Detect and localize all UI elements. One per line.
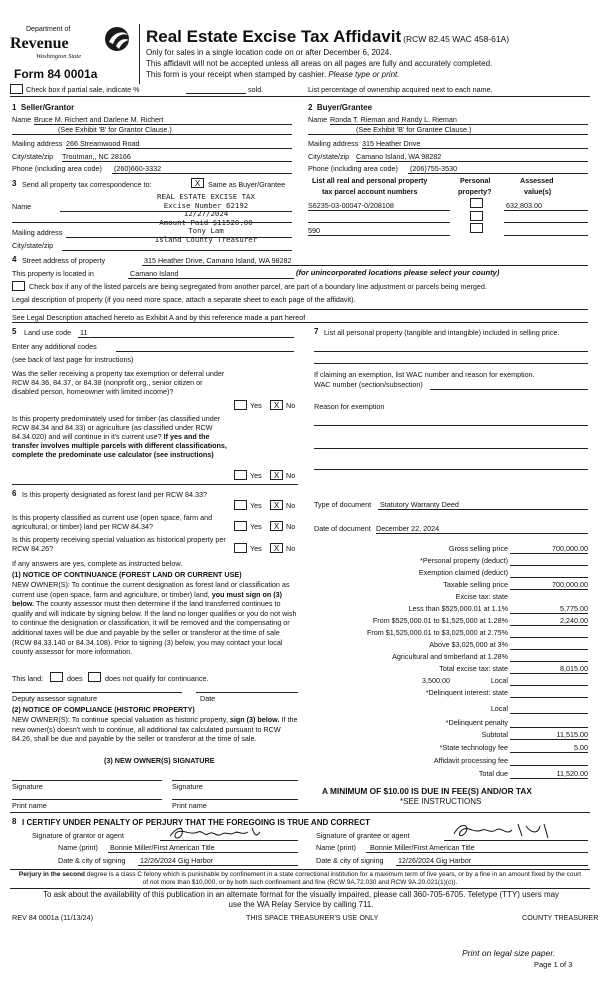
notice2-a: NEW OWNER(S): To continue special valuation as historic property,	[12, 715, 228, 724]
grantee-date-label: Date & city of signing	[316, 856, 384, 865]
stamp-line3: 12/27/2024	[183, 209, 229, 219]
header-line1: Only for sales in a single location code on or after December 6, 2024.	[146, 48, 392, 57]
grantee-date-value[interactable]: 12/26/2024 Gig Harbor	[398, 856, 472, 865]
stamp-line1: REAL ESTATE EXCISE TAX	[157, 192, 255, 201]
tax-row-label: Taxable selling price	[443, 580, 508, 589]
tax-row-line	[510, 697, 588, 698]
sec7-line1	[314, 351, 588, 352]
minimum-fee-note: A MINIMUM OF $10.00 IS DUE IN FEE(S) AND/OR TAX	[322, 786, 532, 796]
sec5-q2-yes-checkbox[interactable]	[234, 470, 247, 480]
segregated-label: Check box if any of the listed parcels are being segregated from another parcel, are part of a boundary line adjustment or parcels being merged.	[29, 282, 487, 291]
header-divider	[139, 24, 140, 84]
buyer-name2-value[interactable]: (See Exhibit 'B' for Grantee Clause.)	[356, 125, 472, 134]
grantee-name-line	[366, 852, 588, 853]
page-number: Page 1 of 3	[534, 960, 573, 969]
sec5-q2-no-checkbox[interactable]: X	[270, 470, 283, 480]
parcel-row1-value-line	[504, 210, 588, 211]
sec5-q2-a: Is this property predominately used for timber (as classified under RCW 84.34 and 84.33) or agriculture (as classified under RCW 84.34.020) and will continue in it's current use?	[12, 414, 221, 441]
grantee-name-label: Name (print)	[316, 843, 356, 852]
additional-codes-label: Enter any additional codes	[12, 342, 97, 351]
buyer-phone-line	[408, 173, 588, 174]
doc-type-label: Type of document	[314, 500, 372, 509]
if-yes-note: If any answers are yes, complete as instructed below.	[12, 559, 183, 568]
grantee-date-line	[396, 865, 588, 866]
partial-sale-label: Check box if partial sale, indicate %	[26, 85, 140, 94]
sec5-q2-yes-label: Yes	[250, 471, 262, 480]
doc-date-line	[376, 533, 588, 534]
parcel-row1-personal-checkbox[interactable]	[470, 198, 483, 208]
legal-value[interactable]: See Legal Description attached hereto as Exhibit A and by this reference made a part hereof	[12, 313, 306, 322]
tax-row-label: From $1,525,000.01 to $3,025,000 at 2.75%	[366, 628, 508, 637]
sec6-num: 6	[12, 489, 17, 498]
parcel-row3-number[interactable]: 590	[308, 226, 320, 235]
located-label: This property is located in	[12, 269, 94, 278]
tax-row-label: Affidavit processing fee	[433, 756, 508, 765]
parcel-row3-line	[308, 235, 450, 236]
sec6-q3-yes-checkbox[interactable]	[234, 543, 247, 553]
stamp-line6: Island County Treasurer	[154, 234, 258, 244]
sec6-q2-no-label: No	[286, 522, 296, 531]
page-title: Real Estate Excise Tax Affidavit	[146, 27, 402, 46]
grantee-sig-label: Signature of grantee or agent	[316, 831, 410, 840]
buyer-name-value[interactable]: Ronda T. Rieman and Randy L. Rieman	[330, 115, 457, 124]
notice1-title: (1) NOTICE OF CONTINUANCE (FOREST LAND OR CURRENT USE)	[12, 570, 242, 579]
notice1-c: The county assessor must then determine if the land transferred continues to qualify and will indicate by signing below. If the land no longer qualifies or you do not wish to continue the designation or classification, it will be removed and the compensating or additional taxes will be due and payable by the seller or transferor at the time of sale (RCW 84.33.140 or 84.34.108). Prior to signing (3) below, you may contact your local county assessor for more information.	[12, 599, 297, 657]
tax-row-line	[510, 765, 588, 766]
seller-title: Seller/Grantor	[20, 103, 75, 112]
buyer-name2-line	[308, 134, 588, 135]
parcel-col1-h1: List all real and personal property	[312, 176, 428, 185]
certify-statement: I CERTIFY UNDER PENALTY OF PERJURY THAT THE FOREGOING IS TRUE AND CORRECT	[22, 818, 371, 827]
seller-name2-value[interactable]: (See Exhibit 'B' for Grantor Clause.)	[58, 125, 172, 134]
owner-sig-line1	[12, 780, 162, 781]
notice1-a: NEW OWNER(S): To continue the current designation as forest land or classification as current use (open space, farm and agriculture, or timber) land,	[12, 580, 290, 599]
sec8-num: 8	[12, 817, 17, 826]
parcel-row3-personal-checkbox[interactable]	[470, 223, 483, 233]
see-back-note: (see back of last page for instructions)	[12, 355, 134, 364]
seller-heading	[12, 103, 74, 113]
form-number: Form 84 0001a	[14, 67, 98, 81]
sec6-q1: Is this property designated as forest land per RCW 84.33?	[22, 490, 207, 499]
sec5-num: 5	[12, 327, 17, 336]
sec7-label: List all personal property (tangible and intangible) included in selling price.	[324, 328, 560, 337]
tax-row-line	[510, 589, 588, 590]
sold-label: sold.	[248, 85, 264, 94]
stamp-line5: Tony Lam	[188, 226, 224, 236]
owner-sig-label1: Signature	[12, 782, 43, 791]
tax-row-value[interactable]: 5,775.00	[560, 604, 588, 613]
parcel-row3-value-line	[504, 235, 588, 236]
sec5-q1-no-label: No	[286, 401, 296, 410]
segregated-checkbox[interactable]	[12, 281, 25, 291]
sec5-q1: Was the seller receiving a property tax exemption or deferral under RCW 84.36, 84.37, or 84.38 (nonprofit org., senior citizen or disabled person, homeowner with limited income)?	[12, 369, 225, 396]
wac-label: WAC number (section/subsection)	[314, 380, 423, 389]
tax-row-line	[510, 778, 588, 779]
tax-row-line	[510, 553, 588, 554]
owner-print-line1	[12, 799, 162, 800]
form-revision: REV 84 0001a (11/13/24)	[12, 913, 93, 922]
owner-print-label1: Print name	[12, 801, 47, 810]
stamp-line2: Excise Number 62192	[163, 200, 249, 210]
seller-city-value[interactable]: Troutman,, NC 28166	[62, 152, 131, 161]
buyer-city-line	[356, 161, 588, 162]
land-use-label: Land use code	[24, 328, 72, 337]
exemption-claim-label: If claiming an exemption, list WAC number and reason for exemption.	[314, 370, 535, 379]
buyer-mailing-label: Mailing address	[308, 139, 359, 148]
tax-row-label: *State technology fee	[439, 743, 508, 752]
sec8-top-rule	[10, 812, 590, 813]
tax-row-line	[510, 661, 588, 662]
parcel-col2-h1: Personal	[460, 176, 491, 185]
seller-city-label: City/state/zip	[12, 152, 54, 161]
notice2-c: If the new owner(s) doesn't wish to continue, all additional tax calculated pursuant to RCW 84.26, shall be due and payable by the seller or transferor at the time of sale.	[12, 715, 298, 744]
dor-logo	[10, 24, 135, 64]
tax-row-label: *Delinquent penalty	[445, 718, 508, 727]
sec6-q2-no-checkbox[interactable]: X	[270, 521, 283, 531]
sec3-num: 3	[12, 179, 17, 188]
sec6-q2-yes-checkbox[interactable]	[234, 521, 247, 531]
print-legal-note: Print on legal size paper.	[462, 948, 556, 958]
grantor-sig-label: Signature of grantor or agent	[32, 831, 124, 840]
street-value[interactable]: 315 Heather Drive, Camano Island, WA 98282	[144, 256, 292, 265]
unincorporated-note: (for unincorporated locations please select your county)	[296, 268, 500, 277]
doc-type-line	[378, 509, 588, 510]
seller-name-label: Name	[12, 115, 32, 124]
does-not-label: does not qualify for continuance.	[105, 674, 209, 683]
seller-name-value[interactable]: Bruce M. Richert and Darlene M. Richert	[34, 115, 164, 124]
deputy-sig-label: Deputy assessor signature	[12, 694, 98, 703]
see-instructions-note: *SEE INSTRUCTIONS	[400, 797, 482, 806]
same-as-buyer-checkbox[interactable]: X	[191, 178, 204, 188]
legal-label: Legal description of property (if you need more space, attach a separate sheet to each page of the affidavit).	[12, 295, 356, 304]
seller-mailing-line	[66, 148, 292, 149]
parcel-row1-value[interactable]: 632,803.00	[506, 201, 542, 210]
sec6-q1-no-checkbox[interactable]: X	[270, 500, 283, 510]
does-not-checkbox[interactable]	[88, 672, 101, 682]
dept-line1: Department of	[26, 26, 71, 33]
parcel-row1-number[interactable]: S6235-03-00047-0/208108	[308, 201, 394, 210]
deputy-date-line	[196, 692, 298, 693]
buyer-mailing-value[interactable]: 315 Heather Drive	[362, 139, 421, 148]
sec6-q2: Is this property classified as current use (open space, farm and agricultural, or timber) land per RCW 84.34?	[12, 513, 213, 531]
located-value[interactable]: Camano Island	[130, 269, 179, 278]
footer-rule	[10, 888, 590, 889]
sec5-q2	[12, 414, 230, 459]
reason-line3	[314, 469, 588, 470]
deputy-date-label: Date	[200, 694, 216, 703]
doc-date-value[interactable]: December 22, 2024	[376, 524, 440, 533]
grantor-date-line	[138, 865, 298, 866]
owner-print-label2: Print name	[172, 801, 207, 810]
tax-row-line	[510, 637, 588, 638]
tax-row-value[interactable]: 700,000.00	[552, 544, 588, 553]
sec7-line2	[314, 363, 588, 364]
tax-row-label: Above $3,025,000 at 3%	[429, 640, 508, 649]
buyer-heading	[308, 103, 372, 113]
reason-line2	[314, 448, 588, 449]
parcel-row2-line	[308, 222, 450, 223]
tax-row-line	[510, 713, 588, 714]
header-line3-a: This form is your receipt when stamped by cashier.	[146, 70, 327, 79]
tax-row-line	[510, 727, 588, 728]
tax-row-label: Total due	[478, 769, 508, 778]
sec5-q1-yes-label: Yes	[250, 401, 262, 410]
grantor-date-label: Date & city of signing	[58, 856, 126, 865]
notice1-b: you must sign on (3) below.	[12, 589, 283, 609]
tax-row-label: *Delinquent interest: state	[425, 688, 508, 697]
parcel-row2-personal-checkbox[interactable]	[470, 211, 483, 221]
page-title-row	[146, 26, 509, 47]
sec3-city-label: City/state/zip	[12, 241, 54, 250]
buyer-city-label: City/state/zip	[308, 152, 350, 161]
sec3-mailing-label: Mailing address	[12, 228, 63, 237]
doc-date-label: Date of document	[314, 524, 371, 533]
header-line2: This affidavit will not be accepted unless all areas on all pages are fully and accurately completed.	[146, 59, 493, 68]
seller-city-line	[62, 161, 292, 162]
does-label: does	[67, 674, 83, 683]
sec4-num: 4	[12, 255, 17, 264]
grantor-name-value[interactable]: Bonnie Miller/First American Title	[110, 843, 215, 852]
buyer-title: Buyer/Grantee	[316, 103, 373, 112]
treasurer-use-label: THIS SPACE TREASURER'S USE ONLY	[246, 913, 379, 922]
this-land-label: This land:	[12, 674, 44, 683]
tax-row-value[interactable]: 11,520.00	[556, 769, 588, 778]
tax-row-line	[510, 565, 588, 566]
tax-row-label: *Personal property (deduct)	[420, 556, 508, 565]
title-citation: (RCW 82.45 WAC 458-61A)	[403, 34, 510, 44]
tax-row-line	[510, 752, 588, 753]
owner-sig-label2: Signature	[172, 782, 203, 791]
sec6-q2-yes-label: Yes	[250, 522, 262, 531]
legal-line	[12, 322, 588, 323]
notice2-b: sign (3) below.	[229, 715, 280, 724]
buyer-city-value[interactable]: Camano Island, WA 98282	[356, 152, 442, 161]
sec3-label: Send all property tax correspondence to:	[22, 180, 152, 189]
notice1-body	[12, 580, 300, 657]
local-pre-value[interactable]: 3,500.00	[422, 676, 450, 685]
tax-row-line	[510, 739, 588, 740]
tax-row-label: Agricultural and timberland at 1.28%	[392, 652, 508, 661]
partial-pct-field[interactable]	[186, 93, 246, 94]
seller-num: 1	[12, 103, 17, 112]
tax-row-line	[510, 673, 588, 674]
tax-row-label: From $525,000.01 to $1,525,000 at 1.28%	[372, 616, 508, 625]
sec5-q1-no-checkbox[interactable]: X	[270, 400, 283, 410]
header-line3	[146, 70, 399, 80]
list-pct-label: List percentage of ownership acquired next to each name.	[308, 85, 493, 94]
legal-blank-line	[12, 309, 588, 310]
parcel-row2-value-line	[504, 222, 588, 223]
tax-row-value[interactable]: 5.00	[574, 743, 588, 752]
owner-print-line2	[172, 799, 298, 800]
sec6-q1-yes-checkbox[interactable]	[234, 500, 247, 510]
sec6-q3-yes-label: Yes	[250, 544, 262, 553]
tax-row-line	[510, 625, 588, 626]
tax-row-label: Local	[490, 676, 508, 685]
sec6-q3-no-checkbox[interactable]: X	[270, 543, 283, 553]
deputy-sig-line	[12, 692, 182, 693]
parcel-col3-h1: Assessed	[520, 176, 554, 185]
perjury-text: degree is a class C felony which is punishable by confinement in a state correctional institution for a maximum term of five years, or by a fine in an amount fixed by the court of not more than $10,000, or by both such confinement and fine (RCW 9A.72.030 and RCW 9A.20.021(1)(c)).	[86, 871, 582, 886]
dept-line3: Washington State	[36, 53, 82, 60]
seller-mailing-label: Mailing address	[12, 139, 63, 148]
land-use-line	[78, 337, 294, 338]
street-label: Street address of property	[22, 256, 106, 265]
located-line	[128, 278, 294, 279]
sec6-q3-no-label: No	[286, 544, 296, 553]
tax-row-label: Excise tax: state	[455, 592, 508, 601]
buyer-num: 2	[308, 103, 313, 112]
buyer-mailing-line	[362, 148, 588, 149]
sec5-bottom-rule	[12, 484, 298, 485]
tax-row-line	[510, 685, 588, 686]
reason-line1	[314, 425, 588, 426]
header-line3-b: Please type or print.	[328, 70, 400, 79]
parcel-col2-h2: property?	[458, 187, 492, 196]
street-line	[142, 265, 588, 266]
grantor-name-line	[108, 852, 298, 853]
tax-row-label: Subtotal	[481, 730, 508, 739]
parcel-col3-h2: value(s)	[524, 187, 552, 196]
sec5-q1-yes-checkbox[interactable]	[234, 400, 247, 410]
parcel-row1-line	[308, 210, 450, 211]
grantor-date-value[interactable]: 12/26/2024 Gig Harbor	[140, 856, 214, 865]
sec7-num: 7	[314, 327, 319, 336]
seller-phone-value[interactable]: (260)660-3332	[114, 164, 162, 173]
sec8-bottom-rule	[10, 869, 590, 870]
buyer-phone-value[interactable]: (206)755-3530	[410, 164, 458, 173]
sec5-q2-b: If yes and the transfer involves multiple parcels with different classifications, complete the predominate use calculator (see instructions)	[12, 432, 227, 459]
land-use-value[interactable]: 11	[80, 328, 88, 337]
seller-mailing-value[interactable]: 266 Streamwood Road	[66, 139, 140, 148]
sec3-city-line	[62, 250, 292, 251]
seller-phone-line	[112, 173, 292, 174]
same-as-buyer-label: Same as Buyer/Grantee	[208, 180, 286, 189]
grantee-name-value[interactable]: Bonnie Miller/First American Title	[370, 843, 475, 852]
tax-row-label: Total excise tax: state	[439, 664, 508, 673]
tax-row-label: Local	[490, 704, 508, 713]
perjury-notice	[16, 871, 584, 887]
tax-row-value[interactable]: 2,240.00	[560, 616, 588, 625]
seller-name2-line	[12, 134, 292, 135]
buyer-name-label: Name	[308, 115, 328, 124]
tax-row-value[interactable]: 700,000.00	[552, 580, 588, 589]
parcel-col1-h2: tax parcel account numbers	[322, 187, 418, 196]
doc-type-value[interactable]: Statutory Warranty Deed	[380, 500, 459, 509]
additional-codes-line	[116, 351, 294, 352]
tax-row-label: Less than $525,000.01 at 1.1%	[408, 604, 508, 613]
tax-row-value[interactable]: 8,015.00	[560, 664, 588, 673]
grantee-signature-icon	[452, 820, 562, 842]
perjury-bold: Perjury in the second	[18, 871, 86, 878]
sec6-q1-no-label: No	[286, 501, 296, 510]
seller-phone-label: Phone (including area code)	[12, 164, 102, 173]
partial-sale-checkbox[interactable]	[10, 84, 23, 94]
grantor-name-label: Name (print)	[58, 843, 98, 852]
notice2-title: (2) NOTICE OF COMPLIANCE (HISTORIC PROPERTY)	[12, 705, 195, 714]
dor-swoosh-icon	[104, 26, 132, 52]
stamp-line4: Amount Paid $11520.00	[159, 217, 253, 227]
tax-row-line	[510, 649, 588, 650]
tax-row-value[interactable]: 11,515.00	[556, 730, 588, 739]
sec3-name-label: Name	[12, 202, 32, 211]
notice3-title: (3) NEW OWNER(S) SIGNATURE	[104, 756, 215, 765]
sec5-q2-no-label: No	[286, 471, 296, 480]
tax-row-line	[510, 577, 588, 578]
owner-sig-line2	[172, 780, 298, 781]
alt-format-note: To ask about the availability of this publication in an alternate format for the visually impaired, please call 360-705-6705. Teletype (TTY) users may use the WA Relay Service by calling 711.	[42, 890, 560, 909]
tax-row-label: Exemption claimed (deduct)	[418, 568, 508, 577]
header-rule	[10, 96, 590, 97]
dept-line2: Revenue	[10, 35, 69, 52]
tax-row-label: Gross selling price	[448, 544, 508, 553]
sec6-q1-yes-label: Yes	[250, 501, 262, 510]
sec6-q3: Is this property receiving special valuation as historical property per RCW 84.26?	[12, 535, 226, 553]
tax-row-line	[510, 613, 588, 614]
treasurer-stamp	[120, 193, 292, 245]
reason-label: Reason for exemption	[314, 402, 385, 411]
buyer-phone-label: Phone (including area code)	[308, 164, 398, 173]
does-checkbox[interactable]	[50, 672, 63, 682]
notice2-body	[12, 715, 300, 744]
wac-line	[430, 389, 588, 390]
grantor-signature-icon	[168, 824, 278, 842]
county-treasurer-label: COUNTY TREASURER	[522, 913, 599, 922]
